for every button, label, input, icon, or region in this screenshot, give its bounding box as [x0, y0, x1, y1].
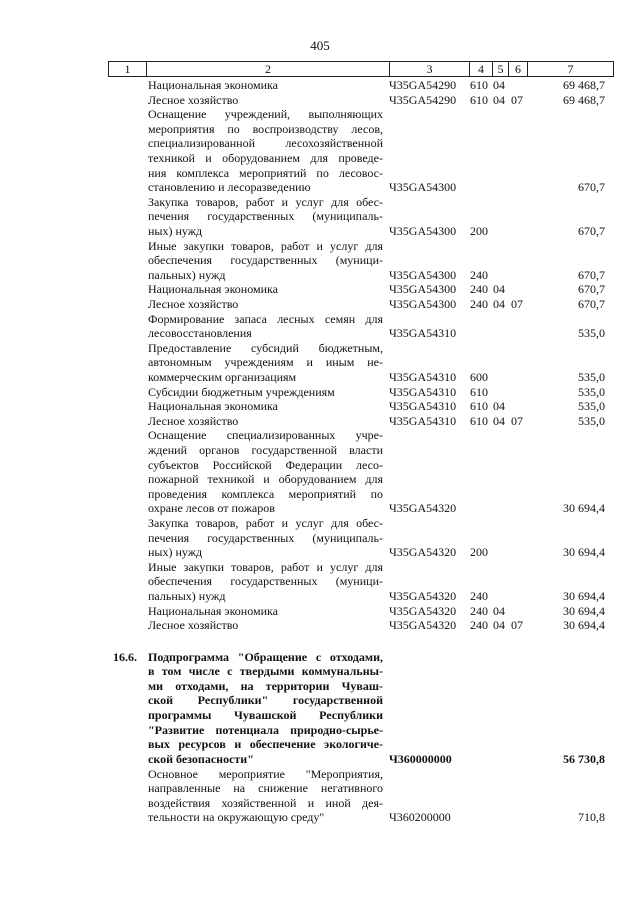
budget-table-body: [0, 78, 640, 825]
table-row: [0, 93, 640, 108]
row-expense-type: 240: [470, 296, 488, 311]
header-col-5: 5: [493, 62, 509, 76]
row-name-line: охране лесов от пожаров: [148, 501, 275, 516]
row-amount: 30 694,4: [563, 501, 605, 516]
row-name-line: техникой и оборудованием для проведе-: [148, 150, 383, 165]
row-amount: 670,7: [578, 282, 605, 297]
row-name-line: воздействия хозяйственной и иной дея-: [148, 795, 383, 810]
table-row: [0, 195, 640, 239]
row-name-line: Иные закупки товаров, работ и услуг для: [148, 559, 383, 574]
row-name: [148, 618, 383, 633]
row-name-line: Основное мероприятие "Мероприятия,: [148, 766, 383, 781]
row-name-line: Оснащение учреждений, выполняющих: [148, 107, 383, 122]
row-expense-type: 610: [470, 399, 488, 414]
row-name-line: проведения комплекса мероприятий по: [148, 486, 383, 501]
row-name: [148, 312, 383, 341]
row-name-line: Закупка товаров, работ и услуг для обес-: [148, 194, 383, 209]
table-row: [0, 312, 640, 341]
row-code: Ч35GA54320: [389, 501, 457, 516]
header-col-4: 4: [470, 62, 493, 76]
table-row: [0, 78, 640, 93]
row-code: Ч35GA54310: [389, 399, 457, 414]
row-name-line: ных) нужд: [148, 545, 203, 560]
row-code: Ч35GA54300: [389, 267, 457, 282]
row-name-line: обеспечения государственных (муници-: [148, 574, 383, 589]
row-name-line: ных) нужд: [148, 223, 203, 238]
row-name-line: в том числе с твердыми коммунальны-: [148, 664, 383, 679]
row-section: 04: [493, 618, 505, 633]
row-code: Ч35GA54290: [389, 78, 457, 92]
row-amount: 56 730,8: [563, 751, 605, 766]
row-name: [148, 428, 383, 516]
row-name-line: Иные закупки товаров, работ и услуг для: [148, 238, 383, 253]
row-name-line: субъектов Российской Федерации лесо-: [148, 457, 383, 472]
row-name-line: "Развитие потенциала природно-сырье-: [148, 722, 383, 737]
row-amount: 30 694,4: [563, 603, 605, 618]
row-section: 04: [493, 92, 505, 107]
row-expense-type: 240: [470, 603, 488, 618]
row-code: Ч35GA54320: [389, 588, 457, 603]
row-expense-type: 610: [470, 92, 488, 107]
table-row: [0, 341, 640, 385]
row-amount: 670,7: [578, 296, 605, 311]
table-row: [0, 560, 640, 604]
row-expense-type: 240: [470, 588, 488, 603]
row-name-line: программы Чувашской Республики: [148, 708, 383, 723]
row-name: [148, 414, 383, 429]
table-row: [0, 618, 640, 633]
row-expense-type: 200: [470, 223, 488, 238]
table-row: [0, 604, 640, 619]
row-code: Ч35GA54310: [389, 369, 457, 384]
row-name-line: Предоставление субсидий бюджетным,: [148, 340, 383, 355]
row-name: [148, 385, 383, 400]
row-name: [148, 341, 383, 385]
header-col-6: 6: [509, 62, 528, 76]
row-code: Ч35GA54290: [389, 92, 457, 107]
row-name-line: ждений органов государственной власти: [148, 442, 383, 457]
row-name: [148, 650, 383, 767]
row-section: 04: [493, 413, 505, 428]
row-name-line: тельности на окружающую среду": [148, 810, 325, 825]
row-name-line: Подпрограмма "Обращение с отходами,: [148, 649, 383, 664]
row-code: Ч35GA54300: [389, 180, 457, 195]
row-name-line: ской Республики" государственной: [148, 693, 383, 708]
row-code: Ч35GA54310: [389, 413, 457, 428]
row-subsection: 07: [511, 92, 523, 107]
table-row: [0, 297, 640, 312]
row-name-line: Лесное хозяйство: [148, 296, 239, 311]
table-row: [0, 399, 640, 414]
table-row: [0, 239, 640, 283]
table-row: [0, 767, 640, 825]
row-amount: 670,7: [578, 267, 605, 282]
row-number: 16.6.: [113, 649, 137, 664]
row-name-line: печения государственных (муниципаль-: [148, 530, 383, 545]
row-expense-type: 200: [470, 545, 488, 560]
row-subsection: 07: [511, 413, 523, 428]
row-amount: 535,0: [578, 384, 605, 399]
row-name-line: Национальная экономика: [148, 399, 278, 414]
row-name: [148, 78, 383, 93]
row-expense-type: 610: [470, 384, 488, 399]
row-amount: 30 694,4: [563, 588, 605, 603]
table-row: [0, 282, 640, 297]
row-name-line: специализированной лесохозяйственной: [148, 136, 383, 151]
row-name-line: вых ресурсов и обеспечение экологиче-: [148, 737, 383, 752]
table-row: [0, 428, 640, 516]
row-code: Ч35GA54300: [389, 282, 457, 297]
row-name-line: Лесное хозяйство: [148, 618, 239, 633]
row-name: [148, 399, 383, 414]
row-amount: 69 468,7: [563, 78, 605, 92]
header-col-1: 1: [109, 62, 147, 76]
row-name: [148, 516, 383, 560]
row-expense-type: 240: [470, 267, 488, 282]
row-amount: 535,0: [578, 413, 605, 428]
row-name-line: Субсидии бюджетным учреждениям: [148, 384, 335, 399]
row-name-line: Закупка товаров, работ и услуг для обес-: [148, 515, 383, 530]
row-code: Ч35GA54310: [389, 326, 457, 341]
row-section: 04: [493, 399, 505, 414]
row-name-line: мероприятия по воспроизводству лесов,: [148, 121, 383, 136]
row-name-line: Национальная экономика: [148, 282, 278, 297]
row-amount: 535,0: [578, 399, 605, 414]
row-code: Ч35GA54320: [389, 618, 457, 633]
row-section: 04: [493, 282, 505, 297]
row-code: Ч360000000: [389, 751, 452, 766]
row-expense-type: 610: [470, 413, 488, 428]
row-name: [148, 560, 383, 604]
table-header-row: [108, 61, 614, 77]
row-name-line: печения государственных (муниципаль-: [148, 209, 383, 224]
table-row: [0, 107, 640, 195]
row-name-line: Лесное хозяйство: [148, 413, 239, 428]
row-subsection: 07: [511, 296, 523, 311]
row-name-line: Национальная экономика: [148, 78, 278, 92]
row-name: [148, 107, 383, 195]
row-name-line: Формирование запаса лесных семян для: [148, 311, 383, 326]
row-name-line: автономным учреждениям и иным не-: [148, 355, 383, 370]
row-name-line: коммерческим организациям: [148, 369, 297, 384]
row-amount: 670,7: [578, 223, 605, 238]
row-name-line: Национальная экономика: [148, 603, 278, 618]
row-amount: 670,7: [578, 180, 605, 195]
row-expense-type: 610: [470, 78, 488, 92]
row-expense-type: 240: [470, 282, 488, 297]
row-amount: 69 468,7: [563, 92, 605, 107]
table-row: [0, 385, 640, 400]
header-col-2: 2: [147, 62, 390, 76]
row-name-line: становлению и лесоразведению: [148, 180, 311, 195]
row-code: Ч35GA54300: [389, 223, 457, 238]
row-name: [148, 767, 383, 825]
row-name-line: ми отходами, на территории Чуваш-: [148, 678, 383, 693]
row-amount: 710,8: [578, 810, 605, 825]
page-number: 405: [310, 38, 330, 53]
row-name-line: пальных) нужд: [148, 588, 226, 603]
row-name: [148, 604, 383, 619]
row-section: 04: [493, 603, 505, 618]
row-code: Ч35GA54320: [389, 603, 457, 618]
row-amount: 535,0: [578, 326, 605, 341]
header-col-7: 7: [528, 62, 614, 76]
row-amount: 30 694,4: [563, 545, 605, 560]
row-amount: 30 694,4: [563, 618, 605, 633]
row-expense-type: 240: [470, 618, 488, 633]
row-section: 04: [493, 78, 505, 92]
row-name-line: Оснащение специализированных учре-: [148, 428, 383, 443]
row-expense-type: 600: [470, 369, 488, 384]
row-name: [148, 93, 383, 108]
row-name: [148, 282, 383, 297]
table-row: [0, 516, 640, 560]
row-code: Ч35GA54310: [389, 384, 457, 399]
row-code: Ч360200000: [389, 810, 451, 825]
row-name-line: лесовосстановления: [148, 326, 252, 341]
table-row: [0, 650, 640, 767]
row-section: 04: [493, 296, 505, 311]
row-subsection: 07: [511, 618, 523, 633]
table-row: [0, 414, 640, 429]
header-col-3: 3: [390, 62, 470, 76]
row-name-line: пальных) нужд: [148, 267, 226, 282]
row-name-line: Лесное хозяйство: [148, 92, 239, 107]
row-name: [148, 297, 383, 312]
row-name: [148, 195, 383, 239]
row-amount: 535,0: [578, 369, 605, 384]
row-name: [148, 239, 383, 283]
row-name-line: ской безопасности": [148, 751, 254, 766]
row-code: Ч35GA54320: [389, 545, 457, 560]
row-name-line: обеспечения государственных (муници-: [148, 253, 383, 268]
row-name-line: направленные на снижение негативного: [148, 781, 383, 796]
row-code: Ч35GA54300: [389, 296, 457, 311]
row-name-line: пожарной техникой и оборудованием для: [148, 472, 383, 487]
row-name-line: ния комплекса мероприятий по лесовос-: [148, 165, 383, 180]
